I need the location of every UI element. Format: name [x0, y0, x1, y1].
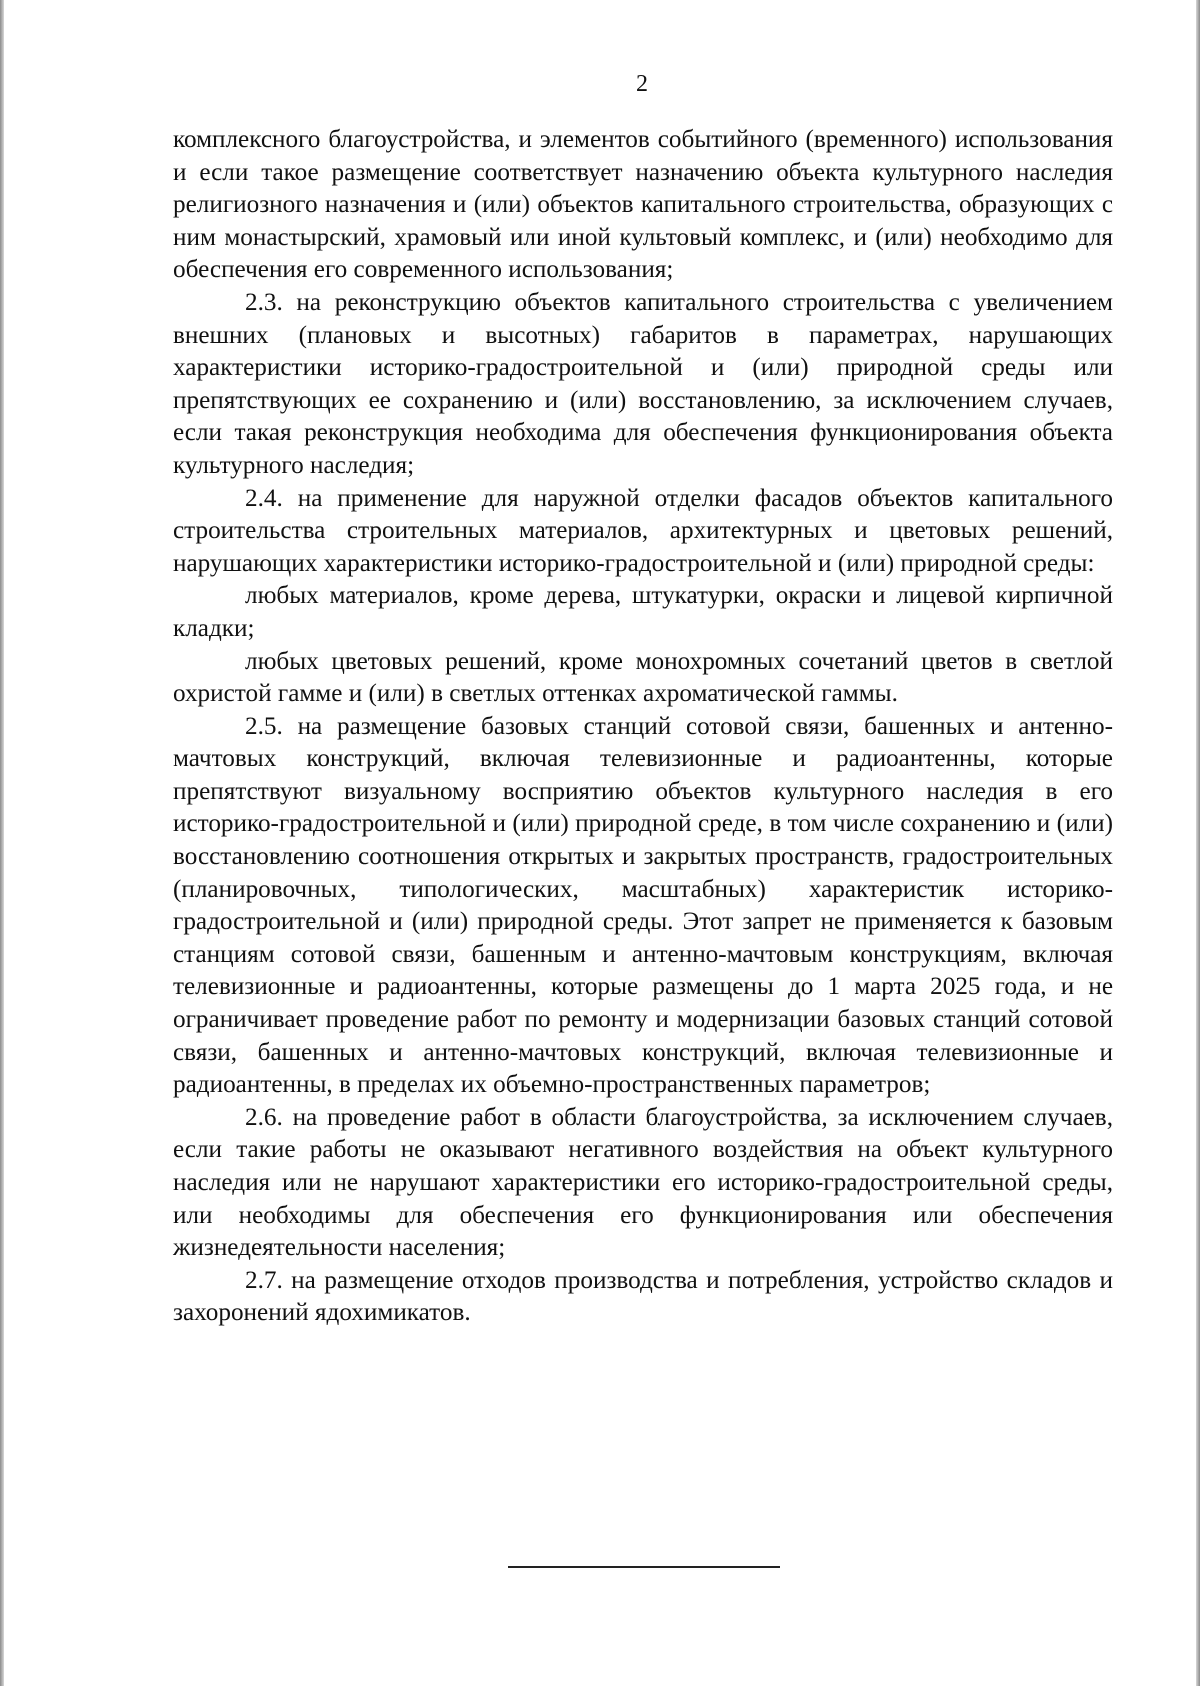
document-body [173, 124, 1113, 1330]
paragraph-2-5: 2.5. на размещение базовых станций сотовой связи, башенных и антенно-мачтовых конструкций, включая телевизионные и радиоантенны, которые препятствуют визуальному восприятию объектов культурного наследия в его историко-градостроительной и (или) природной среде, в том числе сохранению и (или) восстановлению соотношения открытых и закрытых пространств, градостроительных (планировочных, типологических, масштабных) характеристик историко-градостроительной и (или) природной среды. Этот запрет не применяется к базовым станциям сотовой связи, башенным и антенно-мачтовым конструкциям, включая телевизионные и радиоантенны, которые размещены до 1 марта 2025 года, и не ограничивает проведение работ по ремонту и модернизации базовых станций сотовой связи, башенных и антенно-мачтовых конструкций, включая телевизионные и радиоантенны, в пределах их объемно-пространственных параметров; [173, 712, 1113, 1099]
paragraph-continuation: комплексного благоустройства, и элементов событийного (временного) использования и если такое размещение соответствует назначению объекта культурного наследия религиозного назначения и (или) объектов капитального строительства, образующих с ним монастырский, храмовый или иной культовый комплекс, и (или) необходимо для обеспечения его современного использования; [173, 126, 1113, 284]
paragraph-2-4: 2.4. на применение для наружной отделки фасадов объектов капитального строительства строительных материалов, архитектурных и цветовых решений, нарушающих характеристики историко-градостроительной и (или) природной среды: [173, 484, 1113, 577]
scan-edge-right [1196, 0, 1200, 1686]
scan-edge-left [0, 0, 4, 1686]
end-of-document-rule [508, 1566, 780, 1568]
paragraph-materials: любых материалов, кроме дерева, штукатурки, окраски и лицевой кирпичной кладки; [173, 582, 1113, 642]
paragraph-2-7: 2.7. на размещение отходов производства и потребления, устройство складов и захоронений ядохимикатов. [173, 1266, 1113, 1327]
paragraph-colors: любых цветовых решений, кроме монохромных сочетаний цветов в светлой охристой гамме и (или) в светлых оттенках ахроматической гаммы. [173, 647, 1113, 708]
paragraph-2-6: 2.6. на проведение работ в области благоустройства, за исключением случаев, если такие работы не оказывают негативного воздействия на объект культурного наследия или не нарушают характеристики его историко-градостроительной среды, или необходимы для обеспечения его функционирования или обеспечения жизнедеятельности населения; [173, 1103, 1113, 1262]
page-number: 2 [636, 71, 648, 97]
paragraph-2-3: 2.3. на реконструкцию объектов капитального строительства с увеличением внешних (плановых и высотных) габаритов в параметрах, нарушающих характеристики историко-градостроительной и (или) природной среды или препятствующих ее сохранению и (или) восстановлению, за исключением случаев, если такая реконструкция необходима для обеспечения функционирования объекта культурного наследия; [173, 288, 1113, 479]
